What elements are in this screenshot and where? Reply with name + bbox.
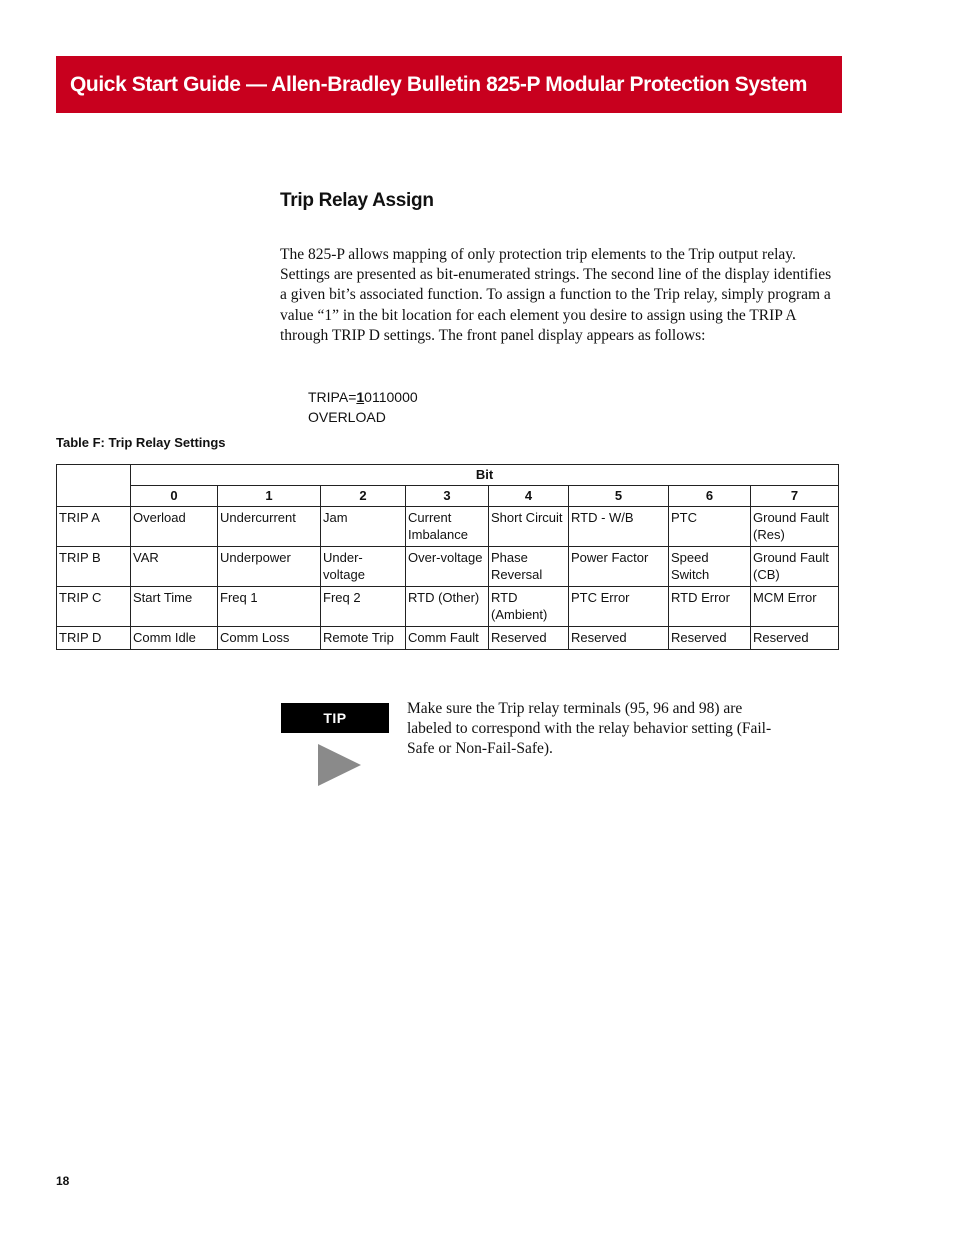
section-title: Trip Relay Assign xyxy=(280,190,434,211)
table-cell: Short Circuit xyxy=(489,507,569,547)
table-row xyxy=(57,587,839,627)
table-cell: Reserved xyxy=(569,627,669,650)
table-body xyxy=(57,507,839,650)
table-cell: Remote Trip xyxy=(321,627,406,650)
table-cell: Phase Reversal xyxy=(489,547,569,587)
table-cell: RTD (Ambient) xyxy=(489,587,569,627)
table-header-row xyxy=(57,465,839,486)
row-label-cell: TRIP C xyxy=(57,587,131,627)
display-line-2: OVERLOAD xyxy=(308,409,386,425)
bit-column-header: 2 xyxy=(321,486,406,507)
display-line-1 xyxy=(308,387,418,407)
table-cell: RTD Error xyxy=(669,587,751,627)
header-banner xyxy=(56,56,842,113)
table-cell: MCM Error xyxy=(751,587,839,627)
table-cell: Comm Loss xyxy=(218,627,321,650)
front-panel-display-example xyxy=(308,387,418,427)
table-cell: Over-voltage xyxy=(406,547,489,587)
table-corner-cell xyxy=(57,465,131,507)
table-cell: VAR xyxy=(131,547,218,587)
table-cell: Comm Idle xyxy=(131,627,218,650)
bit-column-header: 4 xyxy=(489,486,569,507)
table-cell: Reserved xyxy=(489,627,569,650)
trip-relay-settings-table xyxy=(56,464,839,650)
bit-column-header: 0 xyxy=(131,486,218,507)
bit-column-header: 3 xyxy=(406,486,489,507)
bit-column-header: 5 xyxy=(569,486,669,507)
table-cell: Under-voltage xyxy=(321,547,406,587)
display-prefix: TRIPA= xyxy=(308,389,357,405)
table-cell: RTD - W/B xyxy=(569,507,669,547)
table-cell: Power Factor xyxy=(569,547,669,587)
table-cell: Freq 1 xyxy=(218,587,321,627)
table-cell: Jam xyxy=(321,507,406,547)
table-cell: Speed Switch xyxy=(669,547,751,587)
section-body-text: The 825-P allows mapping of only protection trip elements to the Trip output relay. Settings are presented as bit-enumerated strings. The second line of the display identifies a given bit’s associated function. To assign a function to the Trip relay, simply program a value “1” in the bit location for each element you desire to assign using the TRIP A through TRIP D settings. The front panel display appears as follows: xyxy=(280,246,832,344)
table-cell: Current Imbalance xyxy=(406,507,489,547)
table-cell: PTC xyxy=(669,507,751,547)
display-highlighted-bit: 1 xyxy=(356,389,365,405)
table-cell: Reserved xyxy=(751,627,839,650)
row-label-cell: TRIP D xyxy=(57,627,131,650)
table-cell: Comm Fault xyxy=(406,627,489,650)
table-row xyxy=(57,507,839,547)
table-row xyxy=(57,547,839,587)
tip-text: Make sure the Trip relay terminals (95, 96 and 98) are labeled to correspond with the relay behavior setting (Fail-Safe or Non-Fail-Safe). xyxy=(407,700,772,758)
bit-column-header: 6 xyxy=(669,486,751,507)
table-cell: PTC Error xyxy=(569,587,669,627)
table-cell: Underpower xyxy=(218,547,321,587)
bit-column-header: 7 xyxy=(751,486,839,507)
bit-group-header: Bit xyxy=(131,465,839,486)
play-arrow-icon xyxy=(318,744,361,786)
bit-column-header: 1 xyxy=(218,486,321,507)
table-caption: Table F: Trip Relay Settings xyxy=(56,435,226,450)
display-rest-bits: 0110000 xyxy=(364,389,418,405)
page-number: 18 xyxy=(56,1174,70,1188)
document-title: Quick Start Guide — Allen-Bradley Bulletin 825-P Modular Protection System xyxy=(70,72,808,96)
table-row xyxy=(57,627,839,650)
table-cell: Start Time xyxy=(131,587,218,627)
table-bit-row xyxy=(57,486,839,507)
table-cell: Ground Fault (Res) xyxy=(751,507,839,547)
table-cell: Ground Fault (CB) xyxy=(751,547,839,587)
table-cell: RTD (Other) xyxy=(406,587,489,627)
table-cell: Overload xyxy=(131,507,218,547)
row-label-cell: TRIP A xyxy=(57,507,131,547)
table-cell: Reserved xyxy=(669,627,751,650)
tip-label: TIP xyxy=(281,703,389,733)
table-cell: Undercurrent xyxy=(218,507,321,547)
row-label-cell: TRIP B xyxy=(57,547,131,587)
table-cell: Freq 2 xyxy=(321,587,406,627)
